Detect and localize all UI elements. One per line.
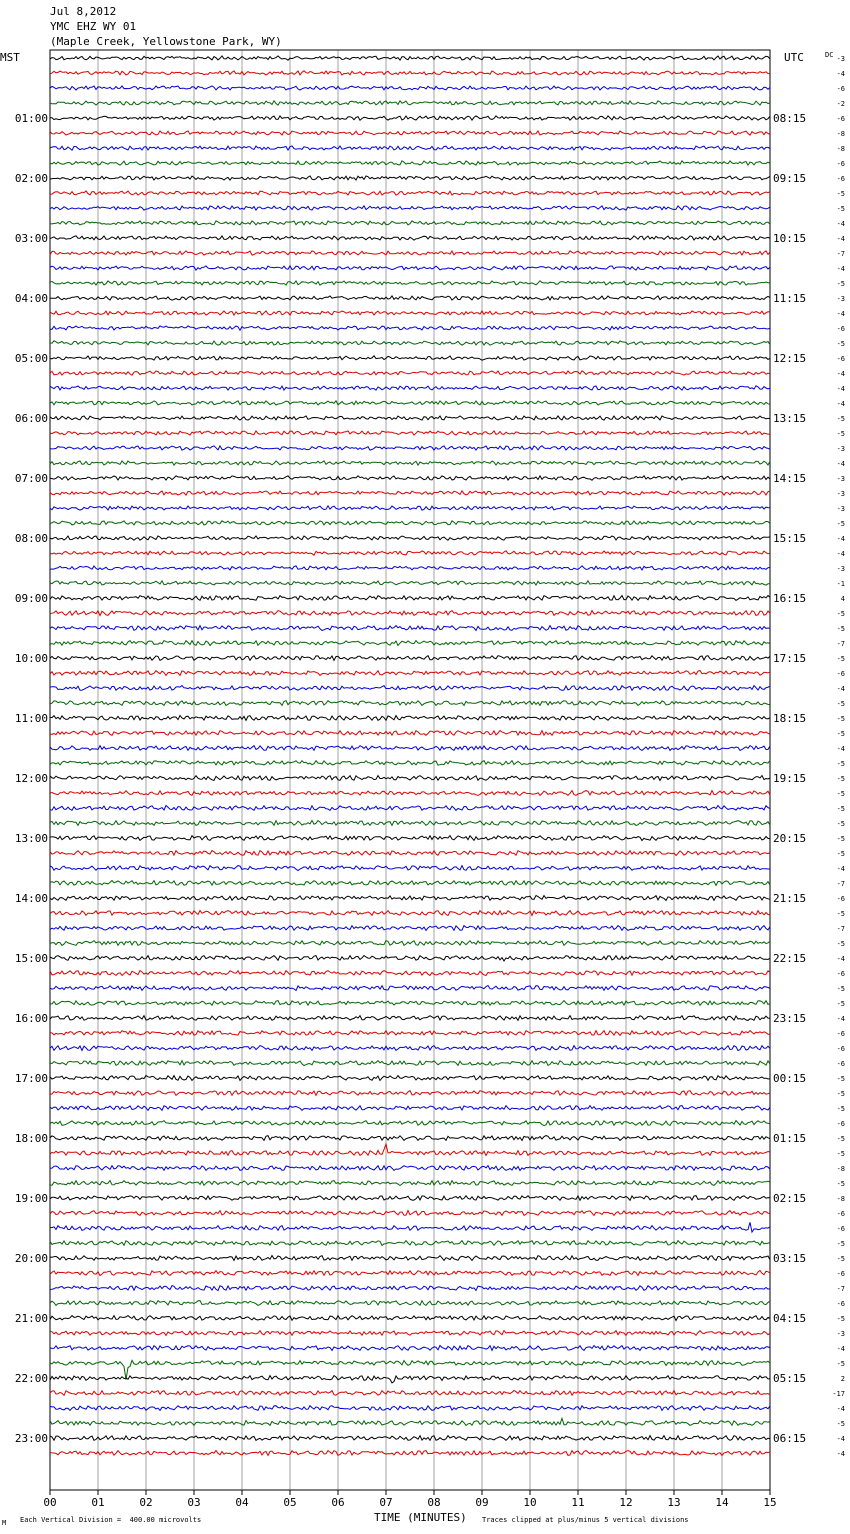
seismic-trace: [50, 821, 770, 826]
left-hour-label: 07:00: [14, 472, 48, 485]
seismic-trace: [50, 731, 770, 736]
seismic-trace: [50, 941, 770, 946]
dc-offset-label: -5: [836, 1180, 845, 1188]
seismic-trace: [50, 1451, 770, 1456]
dc-offset-label: -5: [836, 760, 845, 768]
dc-offset-label: -5: [836, 655, 845, 663]
seismic-trace: [50, 416, 770, 420]
seismic-trace: [50, 311, 770, 315]
left-hour-label: 12:00: [14, 772, 48, 785]
seismic-trace: [50, 1316, 770, 1321]
right-hour-label: 10:15: [773, 232, 807, 245]
seismic-trace: [50, 761, 770, 766]
dc-offset-label: -5: [836, 940, 845, 948]
dc-offset-label: -7: [836, 880, 845, 888]
x-tick-label: 14: [715, 1496, 729, 1509]
left-hour-label: 23:00: [14, 1432, 48, 1445]
seismic-trace: [50, 971, 770, 976]
right-hour-label: 13:15: [773, 412, 807, 425]
seismic-trace: [50, 281, 770, 285]
left-hour-label: 08:00: [14, 532, 48, 545]
dc-offset-label: -4: [836, 370, 845, 378]
seismic-trace: [50, 1196, 770, 1201]
seismic-trace: [50, 716, 770, 721]
seismic-trace: [50, 1144, 770, 1155]
dc-offset-label: -4: [836, 685, 845, 693]
seismic-trace: [50, 191, 770, 195]
dc-offset-label: -5: [836, 1150, 845, 1158]
dc-offset-label: -3: [836, 445, 845, 453]
dc-offset-label: -4: [836, 1435, 845, 1443]
dc-offset-label: -8: [836, 145, 845, 153]
x-tick-label: 01: [91, 1496, 105, 1509]
seismic-trace: [50, 596, 770, 601]
seismic-trace: [50, 641, 770, 646]
seismic-trace: [50, 176, 770, 180]
seismic-trace: [50, 791, 770, 796]
dc-offset-label: -5: [836, 1240, 845, 1248]
dc-offset-label: -5: [836, 1360, 845, 1368]
seismic-trace: [50, 371, 770, 375]
seismic-trace: [50, 986, 770, 991]
dc-offset-label: -5: [836, 520, 845, 528]
dc-offset-label: -6: [836, 355, 845, 363]
seismic-trace: [50, 1406, 770, 1411]
right-hour-label: 17:15: [773, 652, 807, 665]
dc-offset-label: -5: [836, 790, 845, 798]
dc-offset-label: -8: [836, 130, 845, 138]
dc-offset-label: -6: [836, 325, 845, 333]
seismic-trace: [50, 1286, 770, 1291]
x-axis-title: TIME (MINUTES): [374, 1511, 467, 1524]
dc-offset-label: -5: [836, 190, 845, 198]
dc-offset-label: -5: [836, 1315, 845, 1323]
dc-offset-label: -5: [836, 1105, 845, 1113]
dc-offset-label: -4: [836, 865, 845, 873]
seismic-trace: [50, 746, 770, 751]
dc-offset-label: -4: [836, 235, 845, 243]
seismic-trace: [50, 461, 770, 465]
seismic-trace: [50, 1346, 770, 1351]
seismic-trace: [50, 131, 770, 135]
dc-offset-label: -8: [836, 1195, 845, 1203]
seismic-trace: [50, 251, 770, 255]
x-tick-label: 15: [763, 1496, 777, 1509]
seismic-trace: [50, 1076, 770, 1081]
left-hour-label: 17:00: [14, 1072, 48, 1085]
dc-offset-label: -4: [836, 535, 845, 543]
x-tick-label: 05: [283, 1496, 297, 1509]
seismic-trace: [50, 401, 770, 405]
dc-offset-label: -3: [836, 475, 845, 483]
left-hour-label: 04:00: [14, 292, 48, 305]
right-hour-label: 14:15: [773, 472, 807, 485]
right-hour-label: 12:15: [773, 352, 807, 365]
seismic-trace: [50, 326, 770, 330]
dc-offset-label: -5: [836, 835, 845, 843]
seismic-trace: [50, 341, 770, 345]
left-hour-label: 22:00: [14, 1372, 48, 1385]
right-hour-label: 02:15: [773, 1192, 807, 1205]
right-hour-label: 21:15: [773, 892, 807, 905]
seismic-trace: [50, 146, 770, 150]
right-hour-label: 22:15: [773, 952, 807, 965]
x-tick-label: 06: [331, 1496, 345, 1509]
dc-offset-label: -3: [836, 490, 845, 498]
seismic-trace: [50, 911, 770, 916]
right-hour-label: 05:15: [773, 1372, 807, 1385]
dc-offset-label: -5: [836, 775, 845, 783]
dc-offset-label: -5: [836, 700, 845, 708]
right-hour-label: 20:15: [773, 832, 807, 845]
seismic-trace: [50, 386, 770, 390]
dc-offset-label: -5: [836, 205, 845, 213]
x-tick-label: 12: [619, 1496, 633, 1509]
dc-offset-label: -2: [836, 100, 845, 108]
x-tick-label: 03: [187, 1496, 201, 1509]
dc-offset-label: -3: [836, 505, 845, 513]
seismic-trace: [50, 1376, 770, 1383]
seismic-trace: [50, 431, 770, 435]
dc-offset-label: -5: [836, 1420, 845, 1428]
right-hour-label: 00:15: [773, 1072, 807, 1085]
seismic-trace: [50, 626, 770, 631]
seismic-trace: [50, 506, 770, 510]
seismic-trace: [50, 926, 770, 931]
dc-offset-label: -8: [836, 1165, 845, 1173]
seismic-trace: [50, 1046, 770, 1051]
dc-offset-label: -5: [836, 280, 845, 288]
seismic-trace: [50, 56, 770, 60]
left-hour-label: 05:00: [14, 352, 48, 365]
dc-offset-label: -3: [836, 565, 845, 573]
dc-offset-label: -4: [836, 1405, 845, 1413]
right-hour-label: 01:15: [773, 1132, 807, 1145]
dc-offset-label: -5: [836, 850, 845, 858]
seismic-trace: [50, 1061, 770, 1066]
seismic-trace: [50, 536, 770, 540]
dc-offset-label: -4: [836, 1015, 845, 1023]
left-hour-label: 03:00: [14, 232, 48, 245]
seismic-trace: [50, 161, 770, 165]
dc-offset-label: -5: [836, 1255, 845, 1263]
dc-offset-label: -4: [836, 1345, 845, 1353]
left-hour-label: 15:00: [14, 952, 48, 965]
header-location: (Maple Creek, Yellowstone Park, WY): [50, 35, 282, 48]
left-axis-label: MST: [0, 51, 20, 64]
seismic-trace: [50, 1301, 770, 1306]
x-tick-label: 02: [139, 1496, 153, 1509]
seismic-trace: [50, 956, 770, 961]
x-tick-label: 13: [667, 1496, 681, 1509]
dc-label: DC: [825, 51, 834, 59]
seismic-trace: [50, 896, 770, 901]
x-tick-label: 09: [475, 1496, 489, 1509]
seismic-trace: [50, 1222, 770, 1232]
seismic-trace: [50, 356, 770, 360]
seismic-trace: [50, 1256, 770, 1261]
x-tick-label: 07: [379, 1496, 393, 1509]
seismic-trace: [50, 1031, 770, 1036]
scale-note: Each Vertical Division = 400.00 microvolts: [20, 1516, 202, 1524]
x-tick-label: 11: [571, 1496, 585, 1509]
dc-offset-label: -7: [836, 640, 845, 648]
left-hour-label: 02:00: [14, 172, 48, 185]
seismic-trace: [50, 71, 770, 75]
right-hour-label: 03:15: [773, 1252, 807, 1265]
dc-offset-label: -4: [836, 745, 845, 753]
seismic-trace: [50, 1241, 770, 1246]
left-hour-label: 11:00: [14, 712, 48, 725]
dc-offset-label: 4: [840, 595, 845, 603]
dc-offset-label: -4: [836, 1450, 845, 1458]
dc-offset-label: -4: [836, 220, 845, 228]
dc-offset-label: -5: [836, 625, 845, 633]
seismic-trace: [50, 296, 770, 300]
seismic-trace: [50, 806, 770, 811]
left-hour-label: 09:00: [14, 592, 48, 605]
dc-offset-label: -6: [836, 160, 845, 168]
seismic-trace: [50, 521, 770, 525]
dc-offset-label: -5: [836, 910, 845, 918]
dc-offset-label: -6: [836, 1225, 845, 1233]
right-hour-label: 11:15: [773, 292, 807, 305]
dc-offset-label: -5: [836, 610, 845, 618]
clip-note: Traces clipped at plus/minus 5 vertical divisions: [482, 1516, 689, 1524]
seismic-trace: [50, 1001, 770, 1006]
left-hour-label: 20:00: [14, 1252, 48, 1265]
x-tick-label: 04: [235, 1496, 249, 1509]
left-hour-label: 10:00: [14, 652, 48, 665]
seismic-trace: [50, 881, 770, 886]
seismic-trace: [50, 206, 770, 210]
dc-offset-label: -6: [836, 970, 845, 978]
seismic-trace: [50, 776, 770, 781]
left-hour-label: 14:00: [14, 892, 48, 905]
dc-offset-label: -7: [836, 925, 845, 933]
seismic-trace: [50, 1436, 770, 1441]
dc-offset-label: -4: [836, 70, 845, 78]
dc-offset-label: -6: [836, 895, 845, 903]
left-hour-label: 21:00: [14, 1312, 48, 1325]
dc-offset-label: -5: [836, 430, 845, 438]
dc-offset-label: -6: [836, 1300, 845, 1308]
dc-offset-label: -3: [836, 295, 845, 303]
right-hour-label: 09:15: [773, 172, 807, 185]
dc-offset-label: -4: [836, 460, 845, 468]
x-tick-label: 08: [427, 1496, 441, 1509]
dc-offset-label: -4: [836, 550, 845, 558]
right-hour-label: 19:15: [773, 772, 807, 785]
dc-offset-label: -5: [836, 1000, 845, 1008]
dc-offset-label: -6: [836, 1060, 845, 1068]
left-hour-label: 06:00: [14, 412, 48, 425]
x-tick-label: 10: [523, 1496, 537, 1509]
seismic-trace: [50, 551, 770, 555]
seismic-trace: [50, 686, 770, 691]
seismic-trace: [50, 836, 770, 841]
corner-mark: M: [2, 1519, 7, 1527]
seismic-trace: [50, 86, 770, 90]
seismic-trace: [50, 1331, 770, 1336]
seismic-trace: [50, 866, 770, 871]
seismic-trace: [50, 566, 770, 570]
seismic-trace: [50, 851, 770, 856]
seismic-trace: [50, 266, 770, 270]
dc-offset-label: -6: [836, 1045, 845, 1053]
dc-offset-label: -3: [836, 55, 845, 63]
seismic-trace: [50, 1271, 770, 1276]
dc-offset-label: -6: [836, 175, 845, 183]
dc-offset-label: -5: [836, 415, 845, 423]
left-hour-label: 01:00: [14, 112, 48, 125]
dc-offset-label: -6: [836, 1270, 845, 1278]
dc-offset-label: -6: [836, 115, 845, 123]
dc-offset-label: -17: [832, 1390, 845, 1398]
dc-offset-label: -4: [836, 400, 845, 408]
seismic-trace: [50, 476, 770, 480]
seismic-trace: [50, 221, 770, 225]
seismic-trace: [50, 1121, 770, 1126]
seismic-trace: [50, 236, 770, 240]
dc-offset-label: -4: [836, 955, 845, 963]
dc-offset-label: -4: [836, 310, 845, 318]
left-hour-label: 19:00: [14, 1192, 48, 1205]
dc-offset-label: -5: [836, 820, 845, 828]
dc-offset-label: -6: [836, 670, 845, 678]
dc-offset-label: -6: [836, 85, 845, 93]
right-hour-label: 18:15: [773, 712, 807, 725]
right-hour-label: 15:15: [773, 532, 807, 545]
dc-offset-label: -4: [836, 265, 845, 273]
seismic-trace: [50, 656, 770, 661]
seismic-trace: [50, 116, 770, 120]
right-hour-label: 04:15: [773, 1312, 807, 1325]
left-hour-label: 13:00: [14, 832, 48, 845]
seismic-trace: [50, 1166, 770, 1171]
right-hour-label: 16:15: [773, 592, 807, 605]
seismic-trace: [50, 1106, 770, 1111]
seismic-trace: [50, 701, 770, 706]
seismic-trace: [50, 1091, 770, 1096]
x-tick-label: 00: [43, 1496, 57, 1509]
dc-offset-label: -6: [836, 1030, 845, 1038]
right-hour-label: 23:15: [773, 1012, 807, 1025]
dc-offset-label: -5: [836, 985, 845, 993]
seismic-trace: [50, 671, 770, 676]
dc-offset-label: -4: [836, 385, 845, 393]
seismic-trace: [50, 491, 770, 495]
dc-offset-label: -3: [836, 1330, 845, 1338]
dc-offset-label: -5: [836, 340, 845, 348]
seismic-trace: [50, 1418, 770, 1425]
right-axis-label: UTC: [784, 51, 804, 64]
right-hour-label: 06:15: [773, 1432, 807, 1445]
dc-offset-label: -6: [836, 1210, 845, 1218]
seismic-trace: [50, 446, 770, 450]
dc-offset-label: -5: [836, 1090, 845, 1098]
seismic-trace: [50, 611, 770, 616]
dc-offset-label: -5: [836, 730, 845, 738]
left-hour-label: 16:00: [14, 1012, 48, 1025]
dc-offset-label: -7: [836, 250, 845, 258]
header-date: Jul 8,2012: [50, 5, 117, 18]
dc-offset-label: -6: [836, 1120, 845, 1128]
seismic-trace: [50, 1016, 770, 1021]
dc-offset-label: -1: [836, 580, 845, 588]
left-hour-label: 18:00: [14, 1132, 48, 1145]
dc-offset-label: -5: [836, 805, 845, 813]
seismic-trace: [50, 1211, 770, 1216]
dc-offset-label: -5: [836, 1075, 845, 1083]
seismic-trace: [50, 581, 770, 585]
dc-offset-label: -5: [836, 1135, 845, 1143]
dc-offset-label: 2: [840, 1375, 845, 1383]
seismic-trace: [50, 1181, 770, 1186]
right-hour-label: 08:15: [773, 112, 807, 125]
header-station: YMC EHZ WY 01: [50, 20, 137, 33]
seismic-trace: [50, 101, 770, 105]
dc-offset-label: -7: [836, 1285, 845, 1293]
seismic-trace: [50, 1136, 770, 1141]
seismic-trace: [50, 1391, 770, 1396]
dc-offset-label: -5: [836, 715, 845, 723]
